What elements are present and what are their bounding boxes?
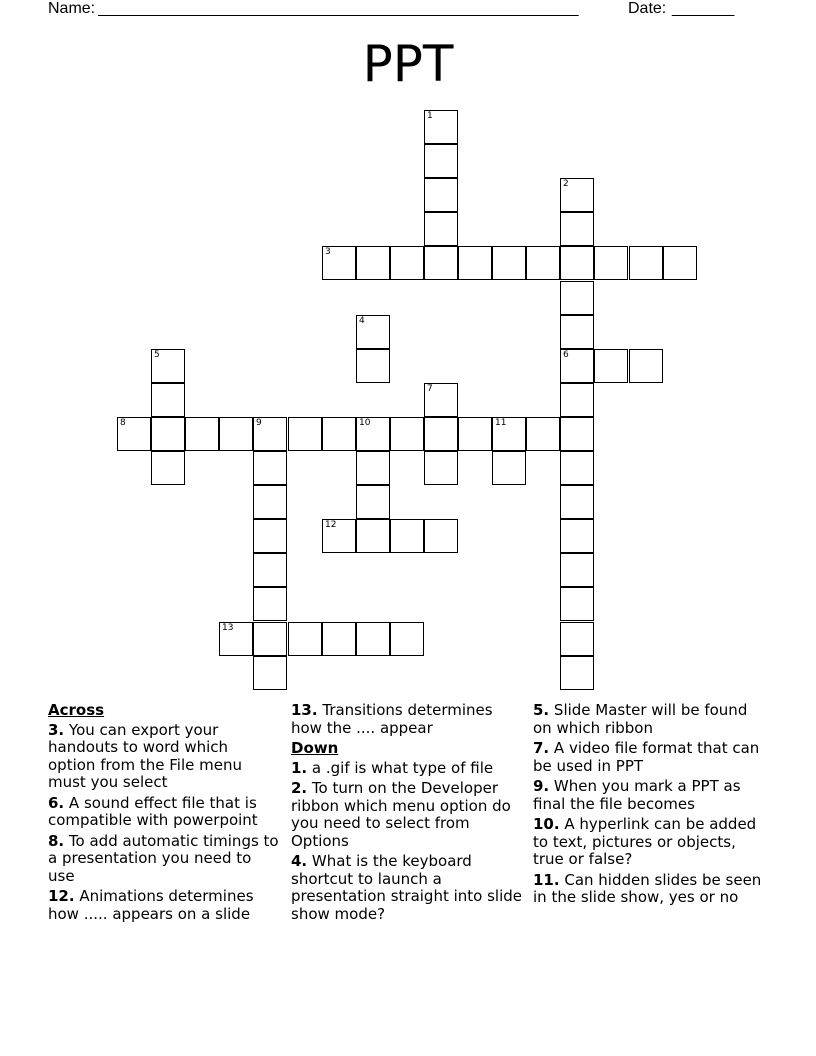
clue-text: To add automatic timings to a presentation you need to use	[48, 831, 279, 885]
clue-number: 5.	[533, 701, 550, 719]
crossword-cell[interactable]	[185, 417, 219, 451]
crossword-cell[interactable]	[458, 417, 492, 451]
name-label: Name:	[48, 0, 96, 17]
clue-number-label: 11	[495, 418, 507, 428]
clue-number-label: 3	[325, 247, 331, 257]
crossword-cell[interactable]	[219, 622, 253, 656]
clue-number: 6.	[48, 793, 65, 812]
crossword-cell[interactable]	[253, 622, 287, 656]
crossword-cell[interactable]	[560, 622, 594, 656]
clue-down-7	[533, 740, 765, 775]
clue-number-label: 10	[359, 418, 371, 428]
crossword-cell[interactable]	[424, 246, 458, 280]
crossword-cell[interactable]	[560, 383, 594, 417]
clue-text: Slide Master will be found on which ribbon	[533, 701, 748, 737]
clue-text: You can export your handouts to word which option from the File menu must you select	[48, 720, 242, 791]
crossword-cell[interactable]	[424, 417, 458, 451]
crossword-cell[interactable]	[151, 383, 185, 417]
crossword-cell[interactable]	[356, 485, 390, 519]
crossword-cell[interactable]	[560, 553, 594, 587]
clue-number-label: 6	[563, 350, 569, 360]
crossword-cell[interactable]	[594, 349, 628, 383]
clue-number-label: 12	[325, 520, 337, 530]
clue-number: 12.	[48, 887, 75, 905]
clue-text: Animations determines how ..... appears on a slide	[48, 887, 254, 923]
clue-text: A video file format that can be used in PPT	[533, 739, 760, 775]
crossword-cell[interactable]	[356, 246, 390, 280]
crossword-cell[interactable]	[594, 246, 628, 280]
clue-down-2	[291, 780, 523, 850]
crossword-cell[interactable]	[492, 451, 526, 485]
crossword-cell[interactable]	[253, 519, 287, 553]
crossword-cell[interactable]	[629, 246, 663, 280]
crossword-cell[interactable]	[424, 178, 458, 212]
name-line[interactable]: ______________________________________________________	[98, 0, 579, 17]
crossword-cell[interactable]	[253, 656, 287, 690]
crossword-cell[interactable]	[560, 485, 594, 519]
clue-number-label: 2	[563, 179, 569, 189]
crossword-cell[interactable]	[253, 553, 287, 587]
crossword-cell[interactable]	[322, 246, 356, 280]
clue-number: 2.	[291, 779, 308, 797]
down-heading: Down	[291, 739, 339, 757]
crossword-cell[interactable]	[424, 212, 458, 246]
clue-down-5	[533, 702, 765, 737]
crossword-cell[interactable]	[492, 246, 526, 280]
clue-across-13	[291, 702, 523, 737]
crossword-cell[interactable]	[288, 417, 322, 451]
crossword-cell[interactable]	[253, 587, 287, 621]
clue-number-label: 4	[359, 316, 365, 326]
clue-down-4	[291, 853, 523, 923]
crossword-cell[interactable]	[560, 451, 594, 485]
crossword-cell[interactable]	[253, 451, 287, 485]
crossword-cell[interactable]	[390, 417, 424, 451]
crossword-cell[interactable]	[356, 451, 390, 485]
clue-number: 1.	[291, 758, 308, 777]
clue-text: A hyperlink can be added to text, pictures or objects, true or false?	[533, 815, 757, 868]
clue-down-1	[291, 760, 523, 778]
clue-number-label: 9	[256, 418, 262, 428]
clue-number: 3.	[48, 720, 65, 739]
crossword-cell[interactable]	[560, 656, 594, 690]
crossword-cell[interactable]	[356, 315, 390, 349]
clue-number-label: 7	[427, 384, 433, 394]
crossword-cell[interactable]	[390, 622, 424, 656]
clue-number: 10.	[533, 815, 560, 833]
crossword-cell[interactable]	[356, 622, 390, 656]
clue-column-2	[291, 702, 523, 926]
crossword-cell[interactable]	[560, 519, 594, 553]
crossword-cell[interactable]	[253, 417, 287, 451]
crossword-cell[interactable]	[526, 246, 560, 280]
clue-text: a .gif is what type of file	[311, 758, 494, 777]
crossword-cell[interactable]	[560, 212, 594, 246]
clue-text: A sound effect file that is compatible with powerpoint	[48, 793, 258, 829]
clue-down-10	[533, 816, 765, 869]
clue-text: To turn on the Developer ribbon which menu option do you need to select from Options	[291, 779, 511, 850]
clue-text: Transitions determines how the .... appear	[291, 701, 493, 737]
clue-number-label: 13	[222, 623, 234, 633]
crossword-cell[interactable]	[390, 519, 424, 553]
crossword-cell[interactable]	[560, 349, 594, 383]
crossword-cell[interactable]	[424, 519, 458, 553]
clue-across-8	[48, 833, 280, 886]
crossword-cell[interactable]	[458, 246, 492, 280]
page-title: PPT	[362, 35, 454, 93]
clue-across-6	[48, 795, 280, 830]
clue-number: 7.	[533, 739, 550, 757]
crossword-cell[interactable]	[560, 587, 594, 621]
clue-across-12	[48, 888, 280, 923]
clue-number-label: 8	[120, 418, 126, 428]
clue-down-11	[533, 872, 765, 907]
crossword-cell[interactable]	[322, 519, 356, 553]
crossword-cell[interactable]	[356, 349, 390, 383]
crossword-cell[interactable]	[424, 451, 458, 485]
crossword-cell[interactable]	[560, 246, 594, 280]
clue-text: What is the keyboard shortcut to launch a presentation straight into slide show mode?	[291, 852, 523, 923]
crossword-cell[interactable]	[253, 485, 287, 519]
clue-text: Can hidden slides be seen in the slide show, yes or no	[533, 870, 762, 906]
crossword-cell[interactable]	[560, 281, 594, 315]
clue-number-label: 5	[154, 350, 160, 360]
clue-number: 9.	[533, 777, 550, 795]
crossword-cell[interactable]	[663, 246, 697, 280]
crossword-cell[interactable]	[117, 417, 151, 451]
clue-number: 4.	[291, 852, 308, 870]
crossword-cell[interactable]	[492, 417, 526, 451]
crossword-cell[interactable]	[424, 383, 458, 417]
crossword-cell[interactable]	[356, 519, 390, 553]
crossword-cell[interactable]	[219, 417, 253, 451]
crossword-cell[interactable]	[288, 622, 322, 656]
crossword-cell[interactable]	[629, 349, 663, 383]
crossword-cell[interactable]	[151, 451, 185, 485]
crossword-cell[interactable]	[560, 178, 594, 212]
date-label: Date:	[628, 0, 667, 17]
crossword-cell[interactable]	[151, 417, 185, 451]
clue-text: When you mark a PPT as final the file becomes	[533, 777, 741, 813]
crossword-cell[interactable]	[424, 144, 458, 178]
clue-down-9	[533, 778, 765, 813]
clue-column-3	[533, 702, 765, 910]
across-heading: Across	[48, 701, 105, 719]
clue-column-1	[48, 702, 280, 926]
crossword-cell[interactable]	[424, 110, 458, 144]
clue-number: 11.	[533, 870, 560, 889]
crossword-cell[interactable]	[356, 417, 390, 451]
clue-number: 13.	[291, 701, 318, 719]
crossword-cell[interactable]	[526, 417, 560, 451]
crossword-cell[interactable]	[560, 315, 594, 349]
clue-number: 8.	[48, 831, 65, 850]
crossword-cell[interactable]	[322, 417, 356, 451]
crossword-cell[interactable]	[560, 417, 594, 451]
clue-number-label: 1	[427, 111, 433, 121]
crossword-cell[interactable]	[151, 349, 185, 383]
crossword-cell[interactable]	[390, 246, 424, 280]
date-line[interactable]: _______	[672, 0, 735, 17]
clue-across-3	[48, 722, 280, 792]
crossword-cell[interactable]	[322, 622, 356, 656]
